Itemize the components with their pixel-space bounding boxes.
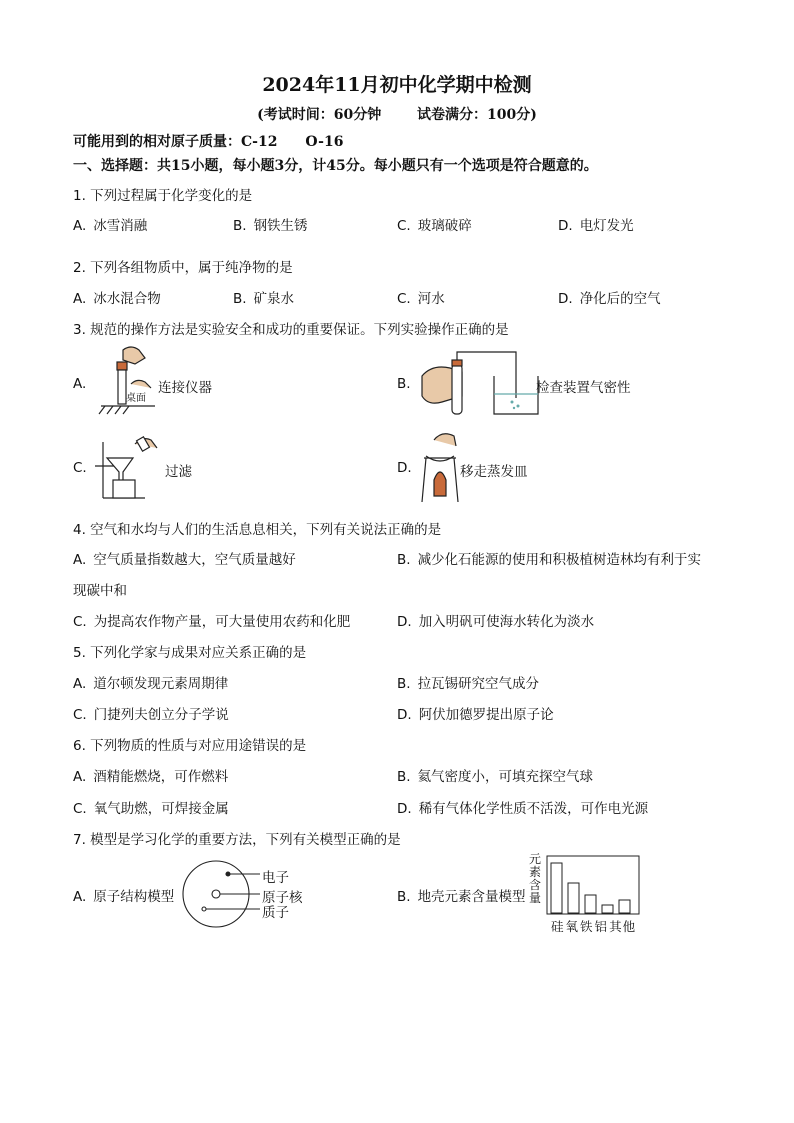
option-letter: D. — [397, 707, 412, 723]
option-text: 酒精能燃烧，可作燃料 — [93, 769, 229, 785]
q3-option-b-letter[interactable]: B. — [397, 376, 411, 392]
q1-option-b[interactable] — [233, 214, 308, 234]
q5-option-a[interactable] — [73, 672, 228, 692]
atom-model-figure — [178, 860, 268, 932]
bar-category-label: 硅 — [551, 919, 565, 934]
bar-category-label: 铝 — [594, 919, 609, 934]
question-3-stem: 3. 规范的操作方法是实验安全和成功的重要保证。下列实验操作正确的是 — [73, 322, 509, 338]
atom-label-proton: 质子 — [262, 905, 289, 921]
option-text: 拉瓦锡研究空气成分 — [417, 676, 540, 692]
question-2-stem: 2. 下列各组物质中，属于纯净物的是 — [73, 260, 293, 276]
q6-option-b[interactable] — [397, 765, 593, 785]
q3-option-c-text: 过滤 — [165, 464, 192, 480]
exam-title: 2024年11月初中化学期中检测 — [262, 74, 532, 96]
option-letter: C. — [73, 707, 87, 723]
option-text: 冰雪消融 — [93, 218, 148, 234]
bar-model-ylabel: 元素含量 — [529, 852, 542, 905]
option-letter: D. — [397, 614, 412, 630]
bar-category-label: 其他 — [609, 919, 637, 934]
q5-option-c[interactable] — [73, 703, 229, 723]
q4-option-b-continuation: 现碳中和 — [73, 583, 127, 599]
option-letter: C. — [73, 801, 87, 817]
option-letter: A. — [73, 552, 87, 568]
q3-option-d-text: 移走蒸发皿 — [460, 464, 528, 480]
bar-氧 — [568, 883, 579, 913]
option-letter: C. — [397, 291, 411, 307]
question-5-stem: 5. 下列化学家与成果对应关系正确的是 — [73, 645, 307, 661]
option-letter: A. — [73, 769, 87, 785]
option-letter: C. — [73, 614, 87, 630]
option-text: 氦气密度小，可填充探空气球 — [417, 769, 594, 785]
q7-option-a[interactable] — [73, 885, 174, 905]
question-1-stem: 1. 下列过程属于化学变化的是 — [73, 188, 253, 204]
q3-option-d-letter[interactable]: D. — [397, 460, 412, 476]
q4-option-a[interactable] — [73, 548, 296, 568]
option-text: 净化后的空气 — [579, 291, 661, 307]
option-text: 地壳元素含量模型 — [417, 889, 526, 905]
option-text: 玻璃破碎 — [417, 218, 472, 234]
bar-category-label: 铁 — [580, 919, 594, 934]
bar-其他 — [619, 900, 630, 913]
q3-option-c-letter[interactable]: C. — [73, 460, 87, 476]
bar-铝 — [602, 905, 613, 913]
bar-铁 — [585, 895, 596, 913]
option-text: 氧气助燃，可焊接金属 — [93, 801, 229, 817]
option-letter: C. — [397, 218, 411, 234]
option-text: 电灯发光 — [579, 218, 634, 234]
airtightness-figure — [420, 346, 530, 418]
option-text: 减少化石能源的使用和积极植树造林均有利于实 — [417, 552, 702, 568]
option-text: 矿泉水 — [253, 291, 295, 307]
exam-time: (考试时间：60分钟 — [257, 107, 382, 123]
option-text: 加入明矾可使海水转化为淡水 — [418, 614, 595, 630]
option-letter: B. — [397, 676, 411, 692]
q5-option-b[interactable] — [397, 672, 539, 692]
q4-option-d[interactable] — [397, 610, 594, 630]
desk-label: 桌面 — [126, 393, 146, 404]
q6-option-d[interactable] — [397, 797, 648, 817]
q3-option-a-text: 连接仪器 — [158, 380, 212, 396]
option-text: 阿伏加德罗提出原子论 — [418, 707, 554, 723]
atom-label-electron: 电子 — [262, 870, 289, 886]
option-letter: A. — [73, 291, 87, 307]
q1-option-d[interactable] — [558, 214, 634, 234]
option-text: 钢铁生锈 — [253, 218, 308, 234]
q3-option-b-text: 检查装置气密性 — [536, 380, 631, 396]
option-text: 空气质量指数越大，空气质量越好 — [93, 552, 296, 568]
q2-option-d[interactable] — [558, 287, 661, 307]
option-text: 稀有气体化学性质不活泼，可作电光源 — [418, 801, 649, 817]
option-letter: A. — [73, 889, 87, 905]
q4-option-b[interactable] — [397, 548, 701, 568]
exam-info — [0, 104, 794, 124]
option-text: 道尔顿发现元素周期律 — [93, 676, 229, 692]
q4-option-c[interactable] — [73, 610, 350, 630]
q2-option-a[interactable] — [73, 287, 161, 307]
section-heading: 一、选择题：共15小题，每小题3分，计45分。每小题只有一个选项是符合题意的。 — [73, 158, 598, 174]
option-letter: A. — [73, 676, 87, 692]
option-letter: B. — [397, 552, 411, 568]
atom-label-nucleus: 原子核 — [262, 890, 303, 906]
option-letter: B. — [397, 889, 411, 905]
q3-option-a-letter[interactable]: A. — [73, 376, 87, 392]
q1-option-c[interactable] — [397, 214, 472, 234]
option-letter: B. — [397, 769, 411, 785]
option-letter: B. — [233, 218, 247, 234]
question-6-stem: 6. 下列物质的性质与对应用途错误的是 — [73, 738, 307, 754]
connect-apparatus-figure — [95, 344, 165, 422]
q6-option-c[interactable] — [73, 797, 229, 817]
evaporating-dish-figure — [420, 432, 460, 504]
crust-element-bar-model — [547, 856, 641, 916]
q5-option-d[interactable] — [397, 703, 554, 723]
filtration-figure — [95, 432, 165, 502]
atomic-mass-note: 可能用到的相对原子质量：C-12 O-16 — [73, 134, 344, 150]
exam-score: 试卷满分：100分) — [417, 107, 537, 123]
q6-option-a[interactable] — [73, 765, 228, 785]
option-letter: D. — [558, 291, 573, 307]
option-letter: D. — [397, 801, 412, 817]
option-text: 为提高农作物产量，可大量使用农药和化肥 — [93, 614, 351, 630]
bar-硅 — [551, 863, 562, 913]
option-letter: D. — [558, 218, 573, 234]
bar-category-label: 氧 — [565, 919, 580, 934]
q2-option-c[interactable] — [397, 287, 445, 307]
question-7-stem: 7. 模型是学习化学的重要方法，下列有关模型正确的是 — [73, 832, 401, 848]
bar-model-categories — [551, 917, 637, 935]
option-text: 冰水混合物 — [93, 291, 161, 307]
question-4-stem: 4. 空气和水均与人们的生活息息相关，下列有关说法正确的是 — [73, 522, 442, 538]
q1-option-a[interactable] — [73, 214, 147, 234]
option-letter: B. — [233, 291, 247, 307]
option-text: 原子结构模型 — [93, 889, 175, 905]
option-text: 门捷列夫创立分子学说 — [93, 707, 229, 723]
option-letter: A. — [73, 218, 87, 234]
q7-option-b[interactable] — [397, 885, 526, 905]
q2-option-b[interactable] — [233, 287, 294, 307]
option-text: 河水 — [417, 291, 445, 307]
